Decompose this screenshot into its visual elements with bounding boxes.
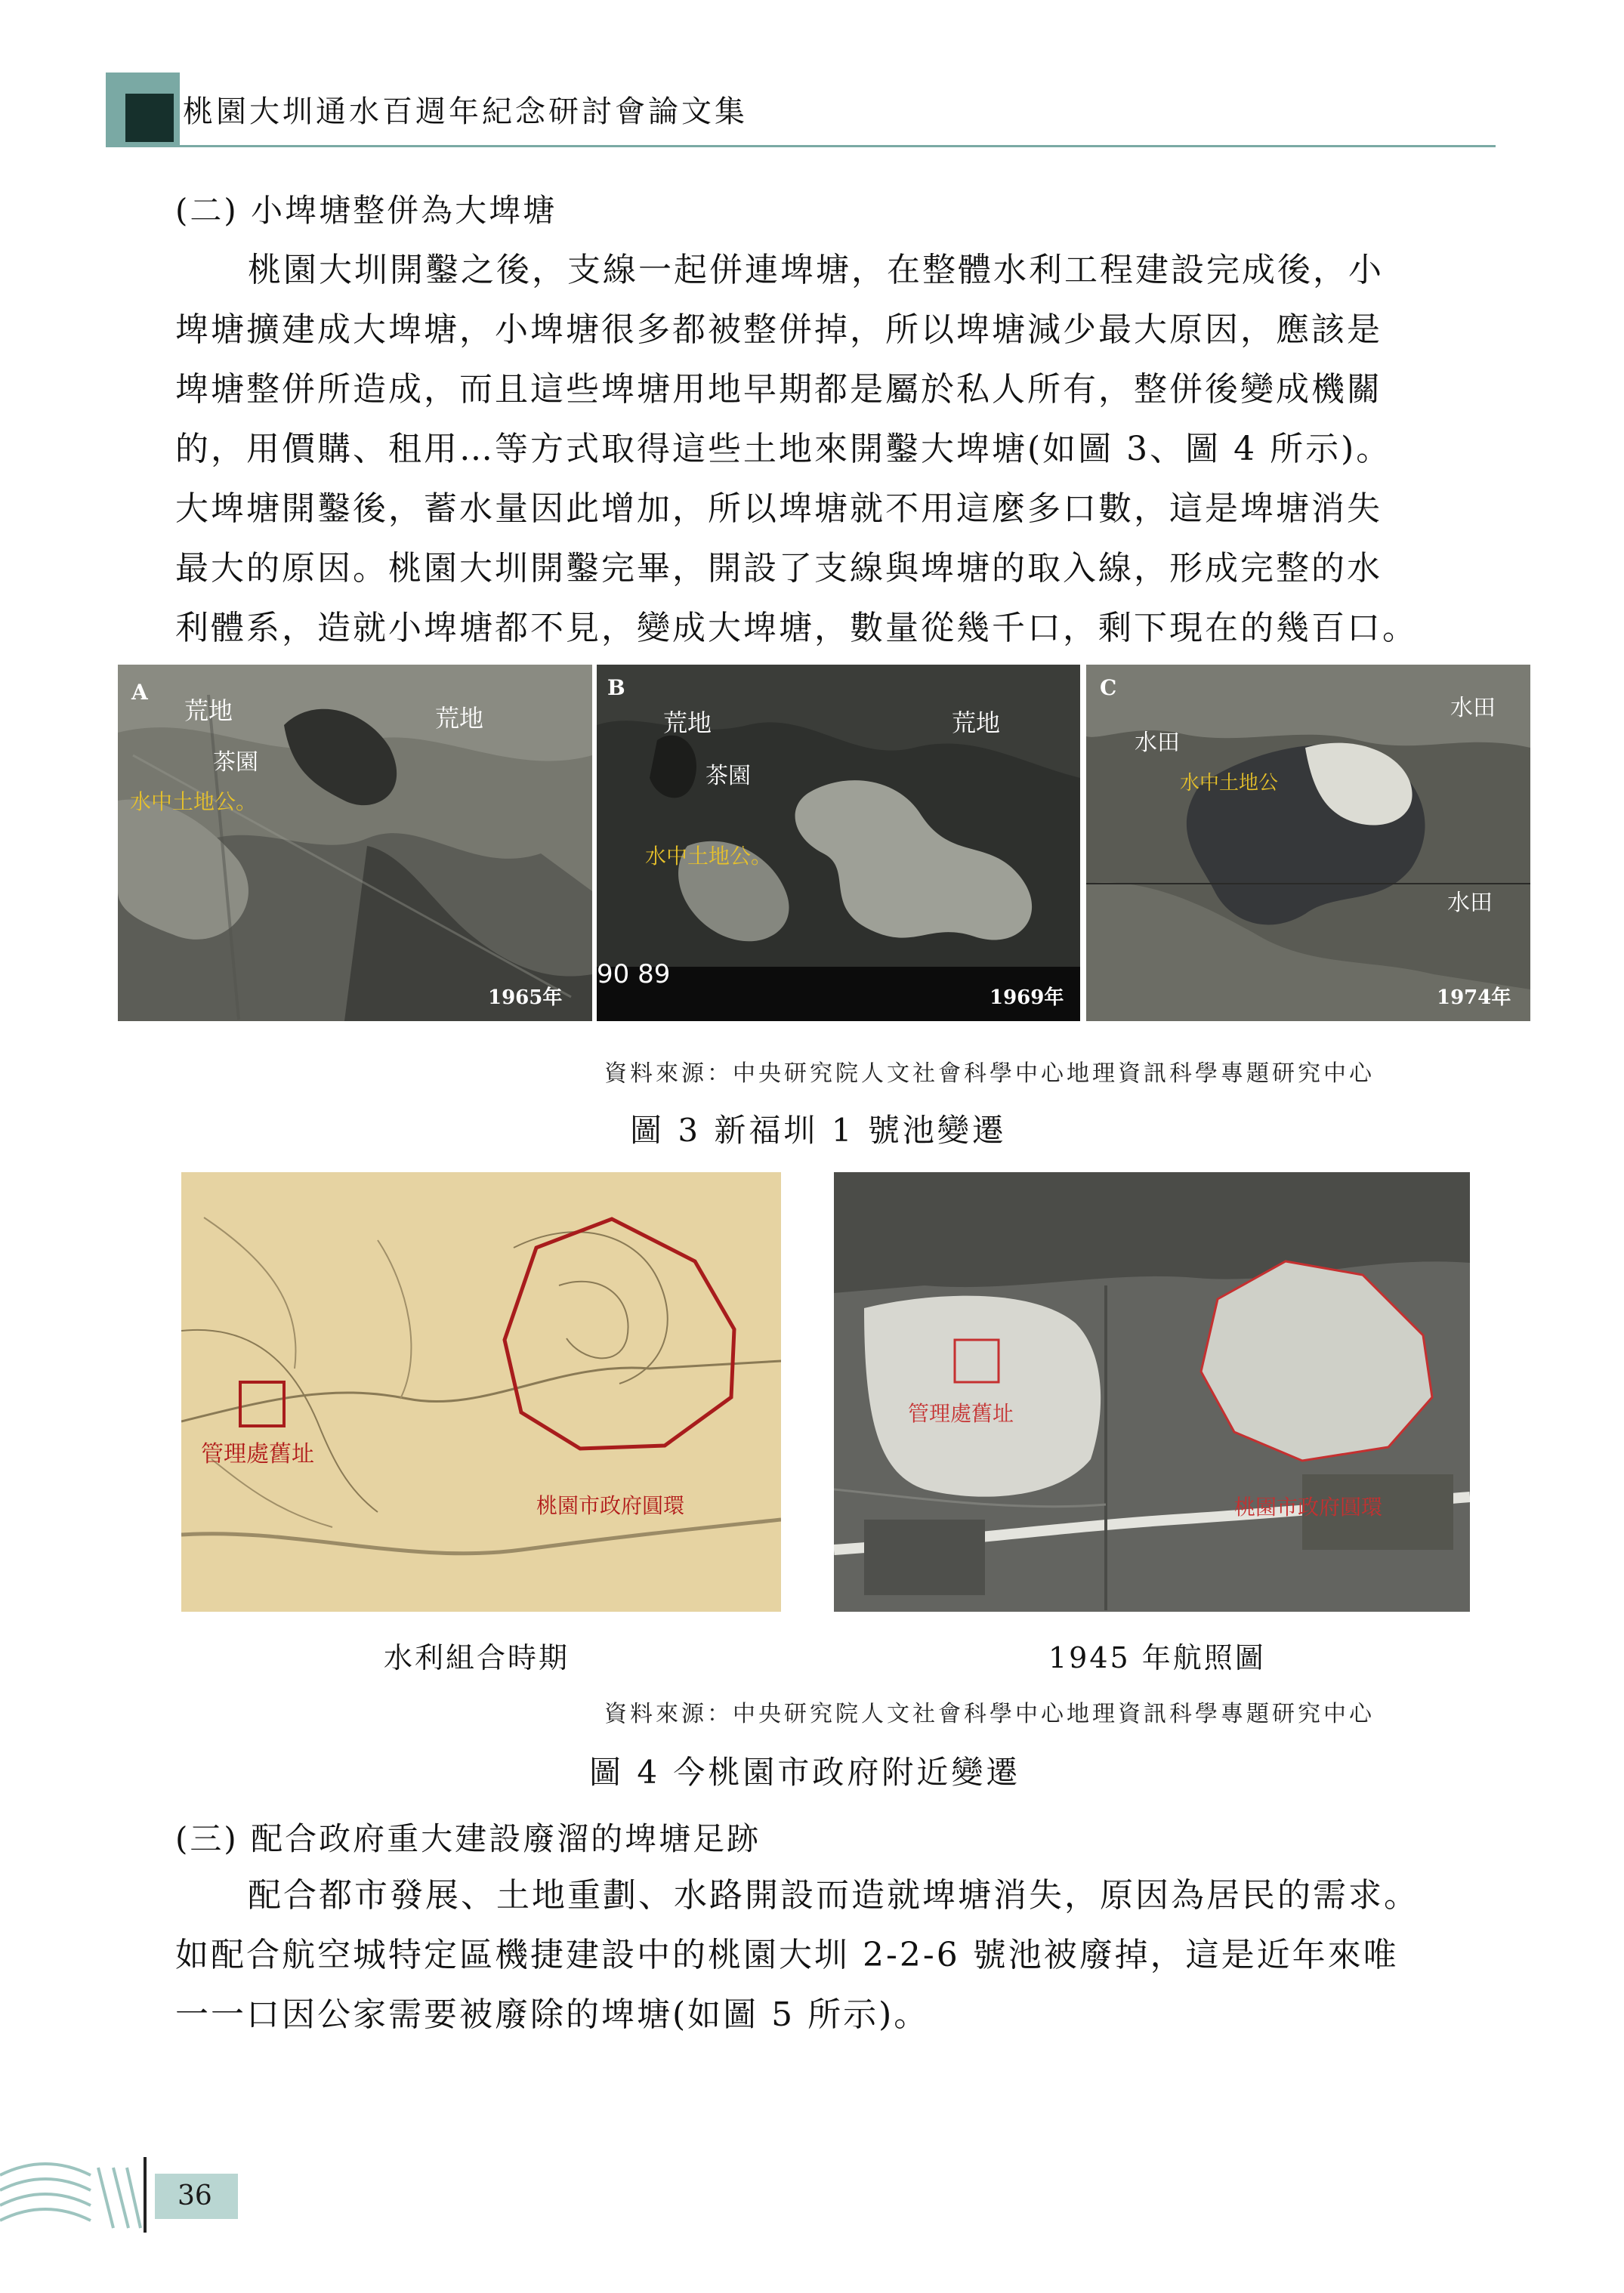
label-old-office-site: 管理處舊址 [201,1441,314,1467]
label-paddy: 水田 [1450,695,1496,721]
figure4-left-subcaption: 水利組合時期 [384,1641,570,1674]
section-heading-3: (三) 配合政府重大建設廢溜的埤塘足跡 [175,1820,761,1857]
paragraph-line: 配合都市發展、土地重劃、水路開設而造就埤塘消失，原因為居民的需求。 [248,1876,1419,1915]
paragraph-line: 一一口因公家需要被廢除的埤塘(如圖 5 所示)。 [175,1995,930,2034]
aerial-photo-1945-image [834,1172,1470,1612]
label-old-office-site: 管理處舊址 [908,1401,1014,1426]
historical-map-image [181,1172,781,1612]
paragraph-line: 如配合航空城特定區機捷建設中的桃園大圳 2-2-6 號池被廢掉，這是近年來唯 [175,1936,1399,1974]
label-water-shrine: 水中土地公。 [130,789,258,814]
panel-letter: C [1100,675,1117,700]
label-paddy: 水田 [1447,890,1493,916]
aerial-photo-1969 [597,665,1080,1021]
irrigation-association-map [181,1172,781,1612]
section2-paragraph [175,240,1418,658]
panel-letter: B [607,675,625,700]
footer-wave-decoration [0,2153,144,2236]
label-tea-garden: 茶園 [213,749,258,776]
paragraph-line: 最大的原因。桃園大圳開鑿完畢，開設了支線與埤塘的取入線，形成完整的水 [175,549,1382,588]
paragraph-line: 桃園大圳開鑿之後，支線一起併連埤塘，在整體水利工程建設完成後，小 [248,251,1384,289]
paragraph-line: 的，用價購、租用…等方式取得這些土地來開鑿大埤塘(如圖 3、圖 4 所示)。 [175,430,1392,468]
paragraph-line: 埤塘擴建成大埤塘，小埤塘很多都被整併掉，所以埤塘減少最大原因，應該是 [175,310,1382,349]
paragraph-line: 利體系，造就小埤塘都不見，變成大埤塘，數量從幾千口，剩下現在的幾百口。 [175,609,1418,647]
label-wasteland: 荒地 [952,708,1001,737]
figure4-source: 資料來源：中央研究院人文社會科學中心地理資訊科學專題研究中心 [604,1701,1375,1727]
aerial-photo-1974 [1086,665,1530,1021]
figure4-right-subcaption: 1945 年航照圖 [1048,1641,1266,1674]
label-tea-garden: 茶園 [705,763,751,789]
paragraph-line: 埤塘整併所造成，而且這些埤塘用地早期都是屬於私人所有，整併後變成機關 [175,370,1382,409]
aerial-photo-1965 [118,665,592,1021]
label-wasteland: 荒地 [184,696,233,725]
footer-bar [144,2157,147,2233]
film-stamp: 90 89 [597,959,671,989]
page-number: 36 [155,2174,238,2219]
figure4-caption: 圖 4 今桃園市政府附近變遷 [589,1754,1021,1791]
label-paddy: 水田 [1135,730,1180,756]
year-label: 1974年 [1437,986,1511,1009]
label-water-shrine: 水中土地公。 [645,844,773,869]
label-wasteland: 荒地 [435,704,484,733]
figure3-caption: 圖 3 新福圳 1 號池變遷 [630,1112,1007,1149]
label-city-hall-roundabout: 桃園市政府圓環 [1234,1495,1383,1520]
section3-paragraph [175,1866,1419,2045]
label-city-hall-roundabout: 桃園市政府圓環 [536,1493,685,1518]
header-decor-square-dark [125,94,174,142]
paragraph-line: 大埤塘開鑿後，蓄水量因此增加，所以埤塘就不用這麼多口數，這是埤塘消失 [175,489,1382,528]
year-label: 1965年 [488,986,563,1009]
aerial-photo-1945 [834,1172,1470,1612]
header-title: 桃園大圳通水百週年紀念研討會論文集 [183,94,748,129]
figure3-source: 資料來源：中央研究院人文社會科學中心地理資訊科學專題研究中心 [604,1060,1375,1087]
section-heading-2: (二) 小埤塘整併為大埤塘 [175,192,557,229]
label-water-shrine: 水中土地公 [1180,772,1279,795]
header-rule [106,145,1496,147]
year-label: 1969年 [990,986,1064,1009]
panel-letter: A [131,680,148,705]
label-wasteland: 荒地 [663,708,712,737]
